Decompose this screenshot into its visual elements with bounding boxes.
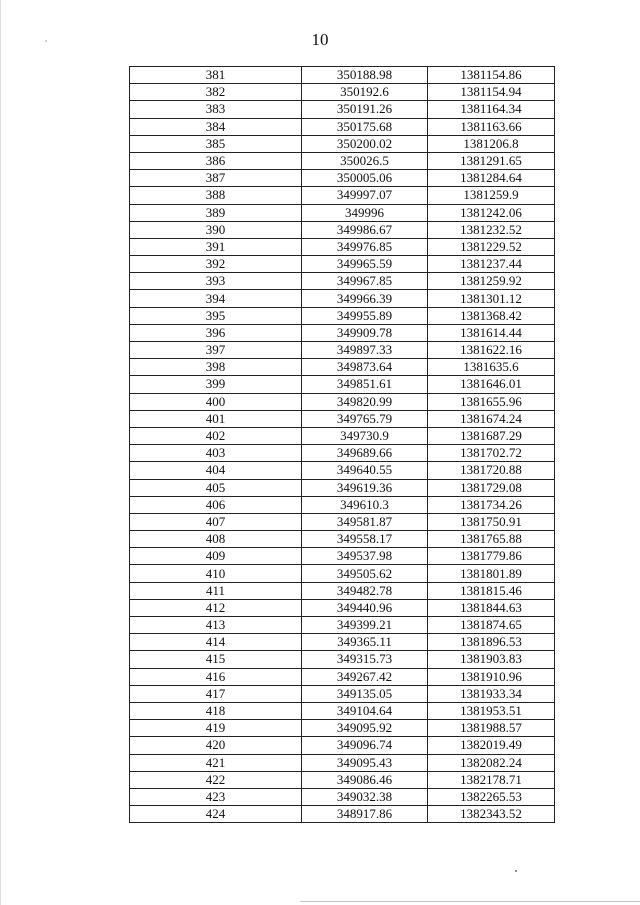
y-coordinate-cell: 1382082.24	[428, 754, 555, 771]
point-number-cell: 415	[130, 651, 302, 668]
point-number-cell: 405	[130, 479, 302, 496]
y-coordinate-cell: 1381655.96	[428, 393, 555, 410]
x-coordinate-cell: 349096.74	[302, 737, 428, 754]
y-coordinate-cell: 1381237.44	[428, 256, 555, 273]
x-coordinate-cell: 349267.42	[302, 668, 428, 685]
x-coordinate-cell: 349505.62	[302, 565, 428, 582]
y-coordinate-cell: 1381622.16	[428, 342, 555, 359]
point-number-cell: 424	[130, 806, 302, 823]
table-row	[130, 617, 555, 634]
y-coordinate-cell: 1381646.01	[428, 376, 555, 393]
y-coordinate-cell: 1381734.26	[428, 496, 555, 513]
y-coordinate-cell: 1381910.96	[428, 668, 555, 685]
y-coordinate-cell: 1382265.53	[428, 788, 555, 805]
point-number-cell: 403	[130, 445, 302, 462]
table-row	[130, 67, 555, 84]
point-number-cell: 420	[130, 737, 302, 754]
table-row	[130, 445, 555, 462]
y-coordinate-cell: 1381874.65	[428, 617, 555, 634]
y-coordinate-cell: 1381614.44	[428, 324, 555, 341]
y-coordinate-cell: 1381953.51	[428, 702, 555, 719]
point-number-cell: 398	[130, 359, 302, 376]
x-coordinate-cell: 350200.02	[302, 135, 428, 152]
y-coordinate-cell: 1381163.66	[428, 118, 555, 135]
point-number-cell: 411	[130, 582, 302, 599]
table-row	[130, 496, 555, 513]
point-number-cell: 396	[130, 324, 302, 341]
x-coordinate-cell: 349619.36	[302, 479, 428, 496]
y-coordinate-cell: 1381259.92	[428, 273, 555, 290]
x-coordinate-cell: 349315.73	[302, 651, 428, 668]
y-coordinate-cell: 1381635.6	[428, 359, 555, 376]
scan-bottom-edge	[300, 901, 640, 902]
table-row	[130, 788, 555, 805]
x-coordinate-cell: 349851.61	[302, 376, 428, 393]
table-row	[130, 170, 555, 187]
x-coordinate-cell: 349581.87	[302, 513, 428, 530]
x-coordinate-cell: 349820.99	[302, 393, 428, 410]
point-number-cell: 416	[130, 668, 302, 685]
y-coordinate-cell: 1381206.8	[428, 135, 555, 152]
point-number-cell: 397	[130, 342, 302, 359]
table-row	[130, 307, 555, 324]
y-coordinate-cell: 1381154.86	[428, 67, 555, 84]
x-coordinate-cell: 349730.9	[302, 427, 428, 444]
table-row	[130, 376, 555, 393]
x-coordinate-cell: 349032.38	[302, 788, 428, 805]
x-coordinate-cell: 350191.26	[302, 101, 428, 118]
y-coordinate-cell: 1381729.08	[428, 479, 555, 496]
y-coordinate-cell: 1382343.52	[428, 806, 555, 823]
point-number-cell: 382	[130, 84, 302, 101]
point-number-cell: 409	[130, 548, 302, 565]
table-row	[130, 634, 555, 651]
x-coordinate-cell: 349537.98	[302, 548, 428, 565]
point-number-cell: 391	[130, 238, 302, 255]
table-row	[130, 427, 555, 444]
table-row	[130, 565, 555, 582]
table-row	[130, 685, 555, 702]
y-coordinate-cell: 1381844.63	[428, 599, 555, 616]
scan-speck	[515, 870, 517, 872]
x-coordinate-cell: 349873.64	[302, 359, 428, 376]
x-coordinate-cell: 349689.66	[302, 445, 428, 462]
table-row	[130, 599, 555, 616]
table-row	[130, 737, 555, 754]
point-number-cell: 413	[130, 617, 302, 634]
table-row	[130, 273, 555, 290]
point-number-cell: 392	[130, 256, 302, 273]
table-row	[130, 806, 555, 823]
y-coordinate-cell: 1381232.52	[428, 221, 555, 238]
y-coordinate-cell: 1381765.88	[428, 531, 555, 548]
x-coordinate-cell: 349967.85	[302, 273, 428, 290]
y-coordinate-cell: 1381687.29	[428, 427, 555, 444]
table-row	[130, 238, 555, 255]
x-coordinate-cell: 349640.55	[302, 462, 428, 479]
table-row	[130, 187, 555, 204]
table-row	[130, 513, 555, 530]
x-coordinate-cell: 348917.86	[302, 806, 428, 823]
x-coordinate-cell: 349135.05	[302, 685, 428, 702]
x-coordinate-cell: 350175.68	[302, 118, 428, 135]
point-number-cell: 383	[130, 101, 302, 118]
point-number-cell: 381	[130, 67, 302, 84]
point-number-cell: 408	[130, 531, 302, 548]
scan-left-edge	[0, 0, 1, 905]
table-row	[130, 204, 555, 221]
table-row	[130, 84, 555, 101]
y-coordinate-cell: 1381674.24	[428, 410, 555, 427]
table-row	[130, 290, 555, 307]
point-number-cell: 414	[130, 634, 302, 651]
table-row	[130, 410, 555, 427]
point-number-cell: 407	[130, 513, 302, 530]
table-row	[130, 152, 555, 169]
x-coordinate-cell: 349955.89	[302, 307, 428, 324]
y-coordinate-cell: 1381291.65	[428, 152, 555, 169]
x-coordinate-cell: 349086.46	[302, 771, 428, 788]
y-coordinate-cell: 1381801.89	[428, 565, 555, 582]
point-number-cell: 394	[130, 290, 302, 307]
table-row	[130, 324, 555, 341]
x-coordinate-cell: 349909.78	[302, 324, 428, 341]
point-number-cell: 419	[130, 720, 302, 737]
point-number-cell: 401	[130, 410, 302, 427]
x-coordinate-cell: 349897.33	[302, 342, 428, 359]
y-coordinate-cell: 1381750.91	[428, 513, 555, 530]
y-coordinate-cell: 1381284.64	[428, 170, 555, 187]
y-coordinate-cell: 1381933.34	[428, 685, 555, 702]
y-coordinate-cell: 1381896.53	[428, 634, 555, 651]
y-coordinate-cell: 1381815.46	[428, 582, 555, 599]
table-row	[130, 548, 555, 565]
y-coordinate-cell: 1381903.83	[428, 651, 555, 668]
table-row	[130, 342, 555, 359]
x-coordinate-cell: 350192.6	[302, 84, 428, 101]
point-number-cell: 393	[130, 273, 302, 290]
y-coordinate-cell: 1381779.86	[428, 548, 555, 565]
table-row	[130, 582, 555, 599]
y-coordinate-cell: 1382178.71	[428, 771, 555, 788]
point-number-cell: 388	[130, 187, 302, 204]
point-number-cell: 421	[130, 754, 302, 771]
x-coordinate-cell: 349966.39	[302, 290, 428, 307]
x-coordinate-cell: 349365.11	[302, 634, 428, 651]
x-coordinate-cell: 349610.3	[302, 496, 428, 513]
y-coordinate-cell: 1381368.42	[428, 307, 555, 324]
table-row	[130, 771, 555, 788]
x-coordinate-cell: 349558.17	[302, 531, 428, 548]
point-number-cell: 404	[130, 462, 302, 479]
point-number-cell: 400	[130, 393, 302, 410]
y-coordinate-cell: 1381702.72	[428, 445, 555, 462]
y-coordinate-cell: 1381229.52	[428, 238, 555, 255]
point-number-cell: 386	[130, 152, 302, 169]
point-number-cell: 390	[130, 221, 302, 238]
table-row	[130, 754, 555, 771]
point-number-cell: 412	[130, 599, 302, 616]
y-coordinate-cell: 1381164.34	[428, 101, 555, 118]
y-coordinate-cell: 1381988.57	[428, 720, 555, 737]
page-number: 10	[311, 30, 329, 49]
table-row	[130, 359, 555, 376]
point-number-cell: 418	[130, 702, 302, 719]
x-coordinate-cell: 349095.43	[302, 754, 428, 771]
point-number-cell: 389	[130, 204, 302, 221]
point-number-cell: 410	[130, 565, 302, 582]
table-row	[130, 668, 555, 685]
table-body	[130, 67, 555, 823]
x-coordinate-cell: 350026.5	[302, 152, 428, 169]
x-coordinate-cell: 349482.78	[302, 582, 428, 599]
x-coordinate-cell: 349399.21	[302, 617, 428, 634]
table-row	[130, 256, 555, 273]
table-row	[130, 720, 555, 737]
x-coordinate-cell: 349996	[302, 204, 428, 221]
table-row	[130, 135, 555, 152]
point-number-cell: 387	[130, 170, 302, 187]
table-row	[130, 702, 555, 719]
point-number-cell: 423	[130, 788, 302, 805]
table-row	[130, 221, 555, 238]
table-row	[130, 479, 555, 496]
x-coordinate-cell: 349986.67	[302, 221, 428, 238]
y-coordinate-cell: 1381301.12	[428, 290, 555, 307]
point-number-cell: 385	[130, 135, 302, 152]
point-number-cell: 399	[130, 376, 302, 393]
x-coordinate-cell: 350188.98	[302, 67, 428, 84]
x-coordinate-cell: 349965.59	[302, 256, 428, 273]
x-coordinate-cell: 349997.07	[302, 187, 428, 204]
table-row	[130, 118, 555, 135]
table-row	[130, 531, 555, 548]
y-coordinate-cell: 1381720.88	[428, 462, 555, 479]
table-row	[130, 462, 555, 479]
x-coordinate-cell: 349095.92	[302, 720, 428, 737]
y-coordinate-cell: 1381242.06	[428, 204, 555, 221]
y-coordinate-cell: 1381259.9	[428, 187, 555, 204]
table-row	[130, 393, 555, 410]
y-coordinate-cell: 1381154.94	[428, 84, 555, 101]
point-number-cell: 384	[130, 118, 302, 135]
point-number-cell: 422	[130, 771, 302, 788]
table-row	[130, 651, 555, 668]
table-row	[130, 101, 555, 118]
x-coordinate-cell: 349976.85	[302, 238, 428, 255]
x-coordinate-cell: 349104.64	[302, 702, 428, 719]
point-number-cell: 406	[130, 496, 302, 513]
coordinates-table	[129, 66, 555, 823]
y-coordinate-cell: 1382019.49	[428, 737, 555, 754]
x-coordinate-cell: 349765.79	[302, 410, 428, 427]
x-coordinate-cell: 350005.06	[302, 170, 428, 187]
x-coordinate-cell: 349440.96	[302, 599, 428, 616]
point-number-cell: 395	[130, 307, 302, 324]
point-number-cell: 402	[130, 427, 302, 444]
point-number-cell: 417	[130, 685, 302, 702]
